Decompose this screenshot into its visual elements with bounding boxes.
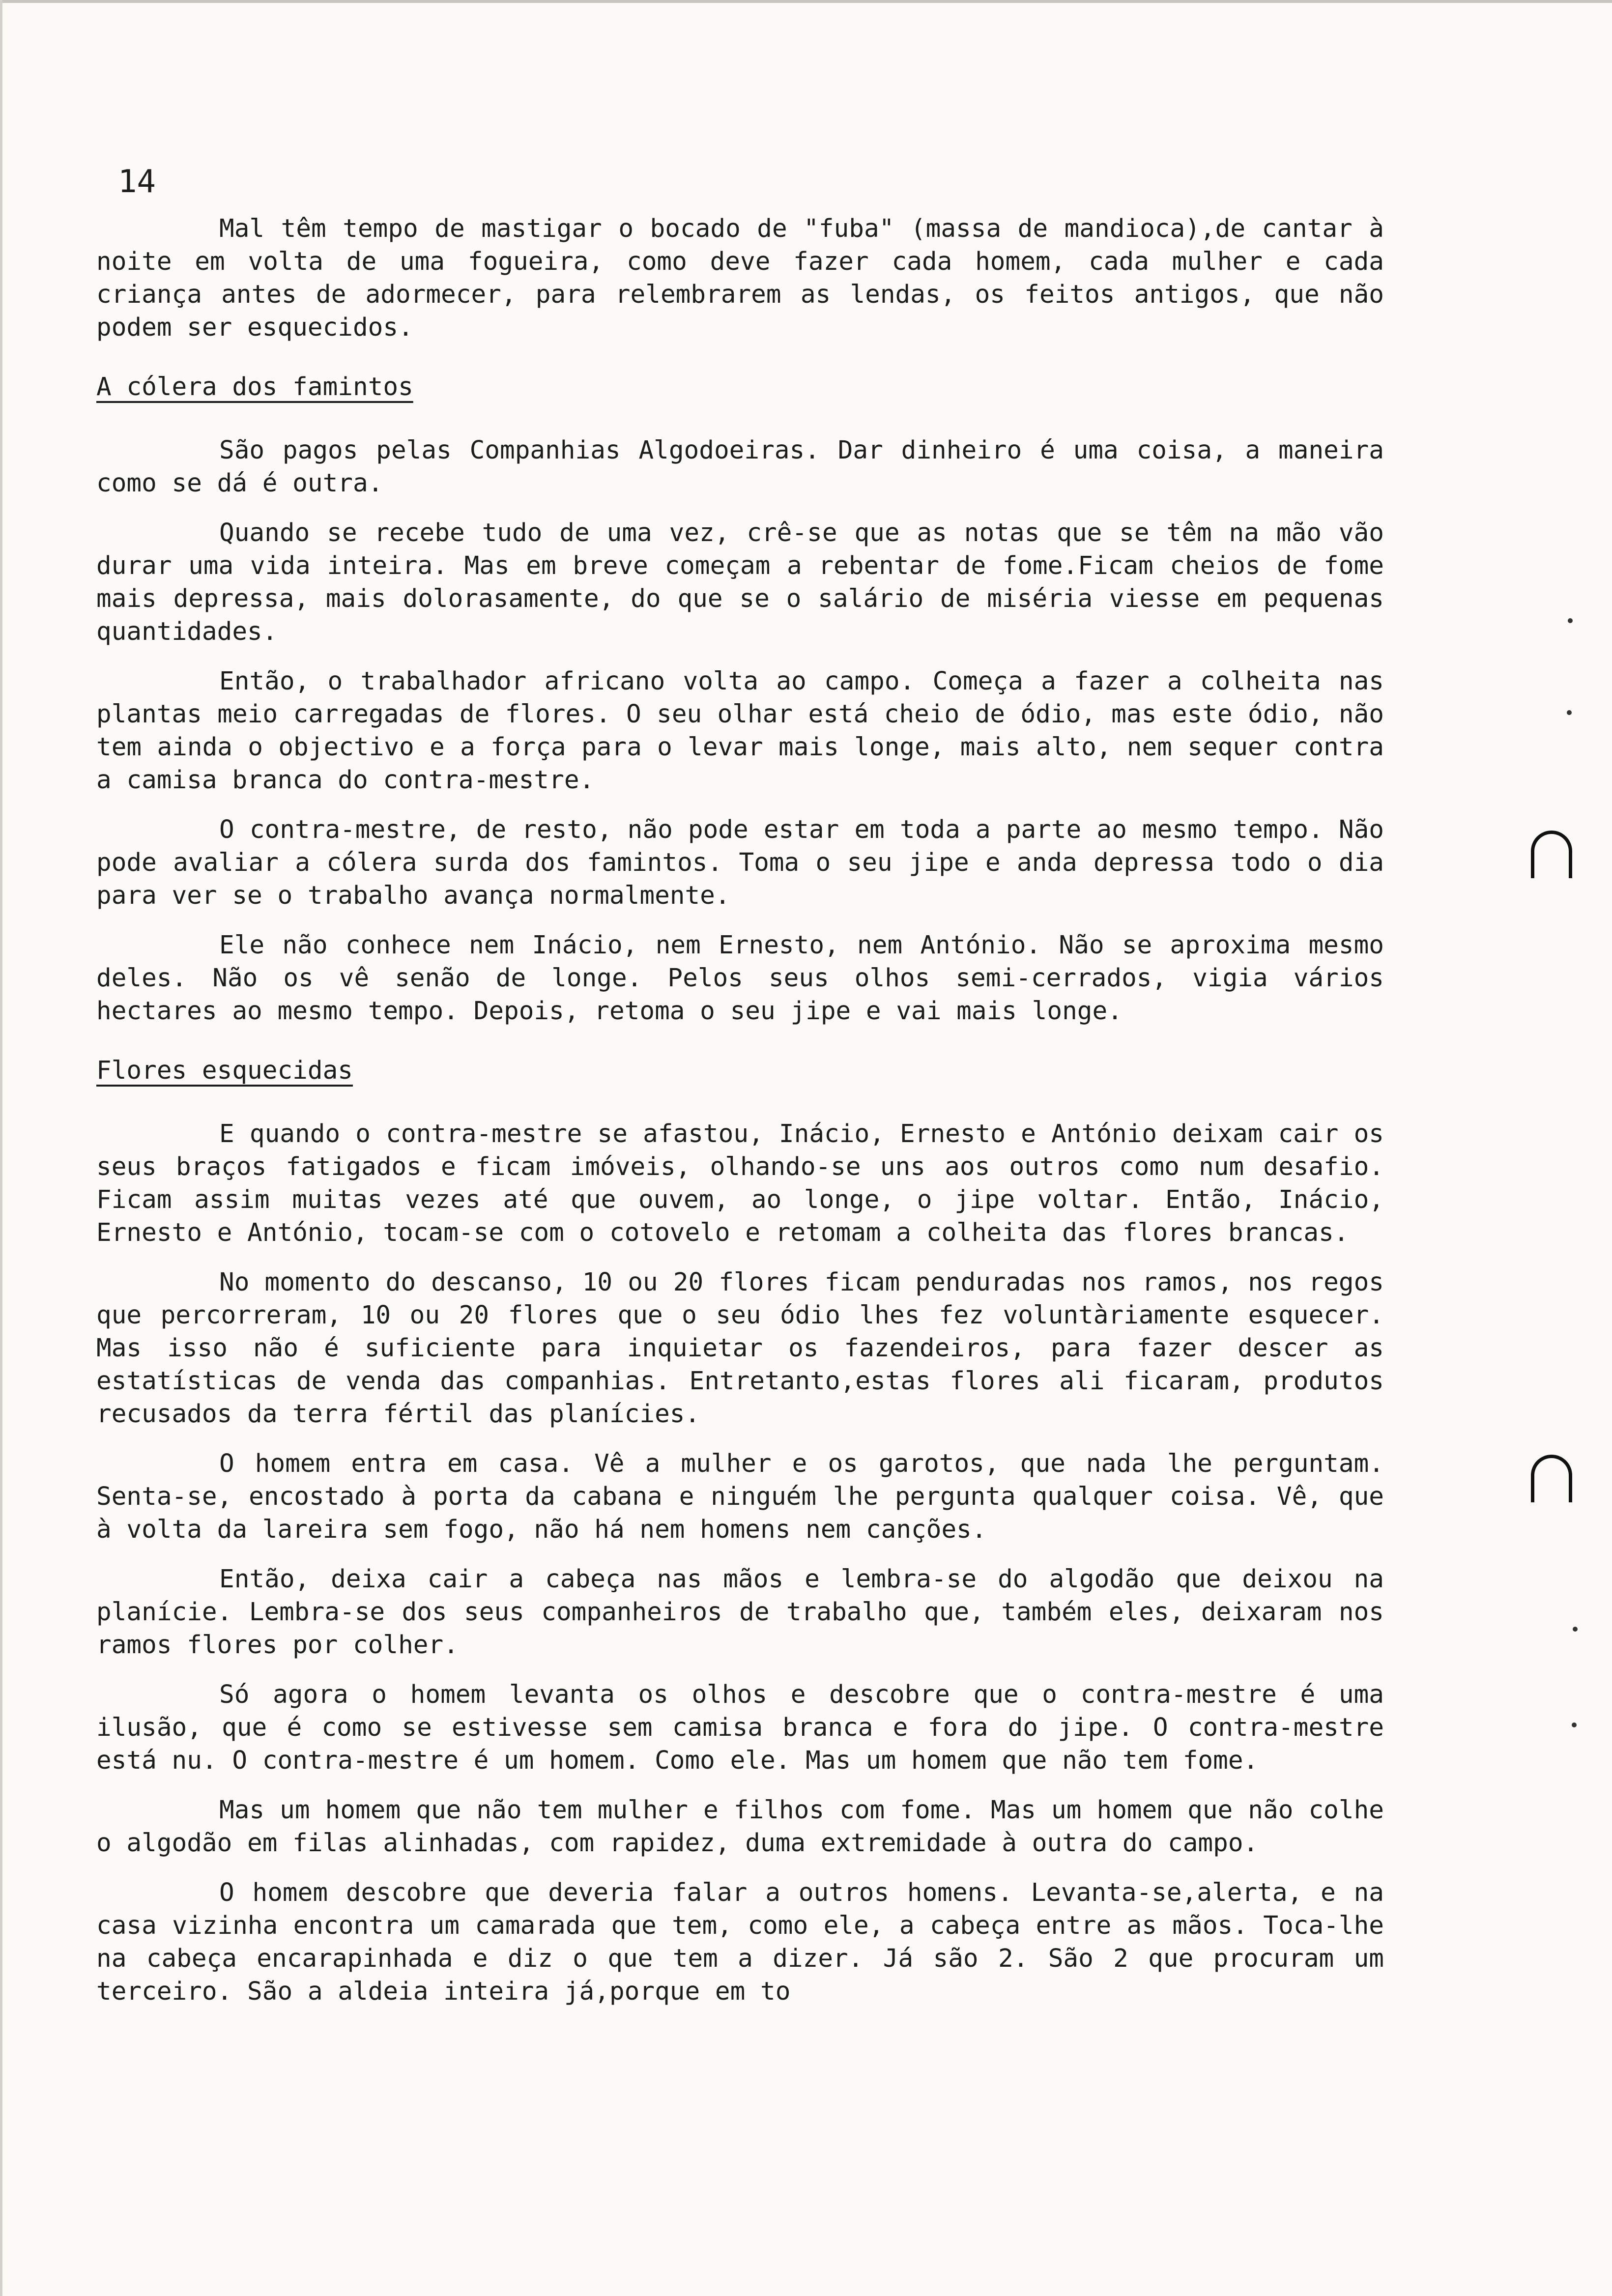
binder-hole-mark: [1531, 831, 1572, 878]
section-heading-text: A cólera dos famintos: [96, 373, 413, 402]
paragraph: O homem descobre que deveria falar a outros homens. Levanta-se,alerta, e na casa vizinha encontra um camarada que tem, como ele, a cabeça entre as mãos. Toca-lhe na cabeça encarapinhada e diz o que tem a dizer. Já são 2. São 2 que procuram um terceiro. São a aldeia inteira já,porque em to: [96, 1878, 1384, 2006]
scan-edge-top: [0, 0, 1612, 3]
paragraph: E quando o contra-mestre se afastou, Inácio, Ernesto e António deixam cair os seus braços fatigados e ficam imóveis, olhando-se uns aos outros como num desafio. Ficam assim muitas vezes até que ouvem, ao longe, o jipe voltar. Então, Inácio, Ernesto e António, tocam-se com o cotovelo e retomam a colheita das flores brancas.: [96, 1119, 1384, 1247]
paragraph: Então, deixa cair a cabeça nas mãos e lembra-se do algodão que deixou na planície. Lembra-se dos seus companheiros de trabalho que, também eles, deixaram nos ramos flores por colher.: [96, 1565, 1384, 1660]
paragraph: O homem entra em casa. Vê a mulher e os garotos, que nada lhe perguntam. Senta-se, encostado à porta da cabana e ninguém lhe pergunta qualquer coisa. Vê, que à volta da lareira sem fogo, não há nem homens nem canções.: [96, 1449, 1384, 1544]
paragraph: Quando se recebe tudo de uma vez, crê-se que as notas que se têm na mão vão durar uma vida inteira. Mas em breve começam a rebentar de fome.Ficam cheios de fome mais depressa, mais dolorasamente, do que se o salário de miséria viesse em pequenas quantidades.: [96, 518, 1384, 646]
paragraph: Então, o trabalhador africano volta ao campo. Começa a fazer a colheita nas plantas meio carregadas de flores. O seu olhar está cheio de ódio, mas este ódio, não tem ainda o objectivo e a força para o levar mais longe, mais alto, nem sequer contra a camisa branca do contra-mestre.: [96, 667, 1384, 795]
section-heading-text: Flores esquecidas: [96, 1056, 353, 1085]
binder-hole-mark: [1531, 1455, 1572, 1502]
document-body: [96, 212, 1384, 2025]
paragraph: No momento do descanso, 10 ou 20 flores ficam penduradas nos ramos, nos regos que percorreram, 10 ou 20 flores que o seu ódio lhes fez voluntàriamente esquecer. Mas isso não é suficiente para inquietar os fazendeiros, para fazer descer as estatísticas de venda das companhias. Entretanto,estas flores ali ficaram, produtos recusados da terra fértil das planícies.: [96, 1268, 1384, 1429]
section-heading: [96, 371, 1384, 403]
paragraph: O contra-mestre, de resto, não pode estar em toda a parte ao mesmo tempo. Não pode avaliar a cólera surda dos famintos. Toma o seu jipe e anda depressa todo o dia para ver se o trabalho avança normalmente.: [96, 815, 1384, 910]
scan-speck: [1567, 710, 1572, 715]
paragraph: Mal têm tempo de mastigar o bocado de "fuba" (massa de mandioca),de cantar à noite em volta de uma fogueira, como deve fazer cada homem, cada mulher e cada criança antes de adormecer, para relembrarem as lendas, os feitos antigos, que não podem ser esquecidos.: [96, 214, 1384, 342]
page-number: 14: [118, 164, 156, 200]
scan-speck: [1568, 618, 1573, 623]
scan-edge-left: [0, 0, 2, 2296]
paragraph: Mas um homem que não tem mulher e filhos com fome. Mas um homem que não colhe o algodão em filas alinhadas, com rapidez, duma extremidade à outra do campo.: [96, 1796, 1384, 1858]
paragraph: Só agora o homem levanta os olhos e descobre que o contra-mestre é uma ilusão, que é como se estivesse sem camisa branca e fora do jipe. O contra-mestre está nu. O contra-mestre é um homem. Como ele. Mas um homem que não tem fome.: [96, 1680, 1384, 1775]
scan-speck: [1573, 1627, 1578, 1632]
section-heading: [96, 1054, 1384, 1087]
paragraph: Ele não conhece nem Inácio, nem Ernesto, nem António. Não se aproxima mesmo deles. Não os vê senão de longe. Pelos seus olhos semi-cerrados, vigia vários hectares ao mesmo tempo. Depois, retoma o seu jipe e vai mais longe.: [96, 931, 1384, 1026]
paragraph: São pagos pelas Companhias Algodoeiras. Dar dinheiro é uma coisa, a maneira como se dá é outra.: [96, 436, 1384, 498]
scan-speck: [1572, 1722, 1577, 1727]
